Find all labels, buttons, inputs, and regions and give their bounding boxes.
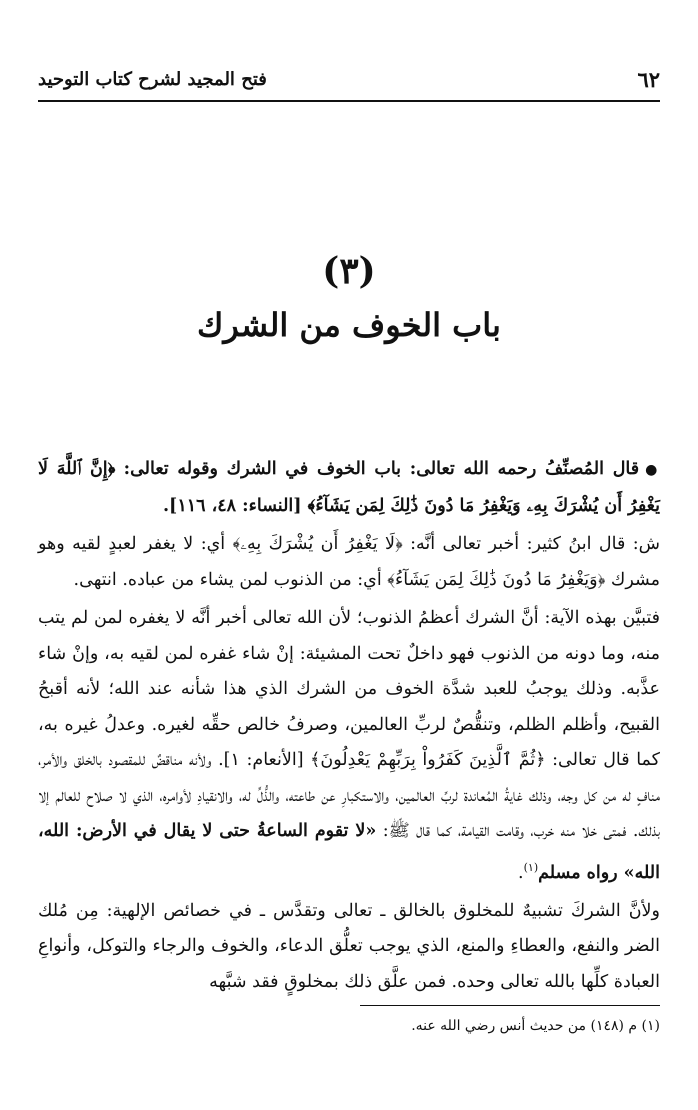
paragraph-explanation: فتبيَّن بهذه الآية: أنَّ الشرك أعظمُ الذنوب؛ لأن الله تعالى أخبر أنَّه لا يغفره لمن لم يتب منه، وما دونه من الذنوب فهو داخلٌ تحت المشيئة: إنْ شاء غفره لمن لقيه به، وإنْ شاء عذَّبه. وذلك يوجبُ للعبد شدَّة الخوف من الشرك الذي هذا شأنه عند الله؛ لأنه أقبحُ القبيح، وأظلم الظلم، وتنقُّصٌ لربِّ العالمين، وصرفُ خالص حقِّه لغيره. وعدلُ غيره به، كما قال تعالى: ﴿ثُمَّ ٱلَّذِينَ كَفَرُواْ بِرَبِّهِمْ يَعْدِلُونَ﴾ [الأنعام: ١]. ولأنه مناقضٌ للمقصود بالخلق والأمر، منافٍ له من كل وجه، وذلك غايةُ المُعاندة لربِّ العالمين، والاستكبارِ عن طاعته، والذُّلِّ له، والانقيادِ لأوامره، الذي لا صلاح للعالم إلا بذلك. فمتى خلا منه خرب، وقامت القيامة، كما قال ﷺ: «لا تقوم الساعةُ حتى لا يقال في الأرض: الله، الله» رواه مسلم$^{(١)}$.	[38, 608, 660, 883]
running-title: فتح المجيد لشرح كتاب التوحيد	[38, 68, 267, 90]
page-header	[38, 62, 660, 96]
footnote-reference: (١)	[523, 860, 539, 874]
quran-verse-nisa: ﴿إِنَّ ٱللَّهَ لَا يَغْفِرُ أَن يُشْرَكَ بِهِۦ وَيَغْفِرُ مَا دُونَ ذَٰلِكَ لِمَن يَشَآءُ﴾ [النساء: ٤٨، ١١٦].	[38, 459, 660, 516]
bullet-icon: ●	[645, 462, 660, 478]
paragraph-tashbih: ولأنَّ الشركَ تشبيهٌ للمخلوق بالخالق ـ تعالى وتقدَّس ـ في خصائص الإلهية: مِن مُلك الضر والنفع، والعطاءِ والمنع، الذي يوجب تعلُّق الدعاء، والخوف والرجاء والتوكل، وأنواعِ العبادة كلِّها بالله تعالى وحده. فمن علَّق ذلك بمخلوقٍ فقد شبَّهه	[38, 900, 660, 992]
chapter-number: (٣)	[322, 250, 376, 292]
header-divider	[38, 100, 660, 102]
footnote-divider	[360, 1005, 660, 1006]
main-text	[38, 452, 660, 1000]
hadith-text: «لا تقوم الساعةُ حتى لا يقال في الأرض: الله، الله» رواه مسلم	[38, 821, 660, 883]
explanation-text: فتبيَّن بهذه الآية: أنَّ الشرك أعظمُ الذنوب؛ لأن الله تعالى أخبر أنَّه لا يغفره لمن لم يتب منه، وما دونه من الذنوب فهو داخلٌ تحت المشيئة: إنْ شاء غفره لمن لقيه به، وإنْ شاء عذَّبه. وذلك يوجبُ للعبد شدَّة الخوف من الشرك الذي هذا شأنه عند الله؛ لأنه أقبحُ القبيح، وأظلم الظلم، وتنقُّصٌ لربِّ العالمين، وصرفُ خالص حقِّه لغيره. وعدلُ غيره به، كما قال تعالى: ﴿ثُمَّ ٱلَّذِينَ كَفَرُواْ بِرَبِّهِمْ يَعْدِلُونَ﴾ [الأنعام: ١]. ولأنه مناقضٌ للمقصود بالخلق والأمر، منافٍ له من كل وجه، وذلك غايةُ المُعاندة لربِّ العالمين، والاستكبارِ عن طاعته، والذُّلِّ له، والانقيادِ لأوامره، الذي لا صلاح للعالم إلا بذلك. فمتى خلا منه خرب، وقامت القيامة، كما قال ﷺ:	[38, 608, 660, 841]
paragraph-author-statement	[38, 452, 660, 524]
paragraph-ibn-kathir: ش: قال ابنُ كثير: أخبر تعالى أنَّه: ﴿لَا يَغْفِرُ أَن يُشْرَكَ بِهِۦ﴾ أي: لا يغفر لعبدٍ لقيه وهو مشرك ﴿وَيَغْفِرُ مَا دُونَ ذَٰلِكَ لِمَن يَشَآءُ﴾ أي: من الذنوب لمن يشاء من عباده. انتهى.	[38, 534, 660, 590]
author-statement-lead: قال المُصنِّفُ رحمه الله تعالى: باب الخوف في الشرك وقوله تعالى:	[123, 459, 640, 479]
footnote: (١) م (١٤٨) من حديث أنس رضي الله عنه.	[411, 1018, 660, 1034]
page-number: ٦٢	[637, 66, 660, 92]
chapter-title: باب الخوف من الشرك	[197, 306, 501, 344]
